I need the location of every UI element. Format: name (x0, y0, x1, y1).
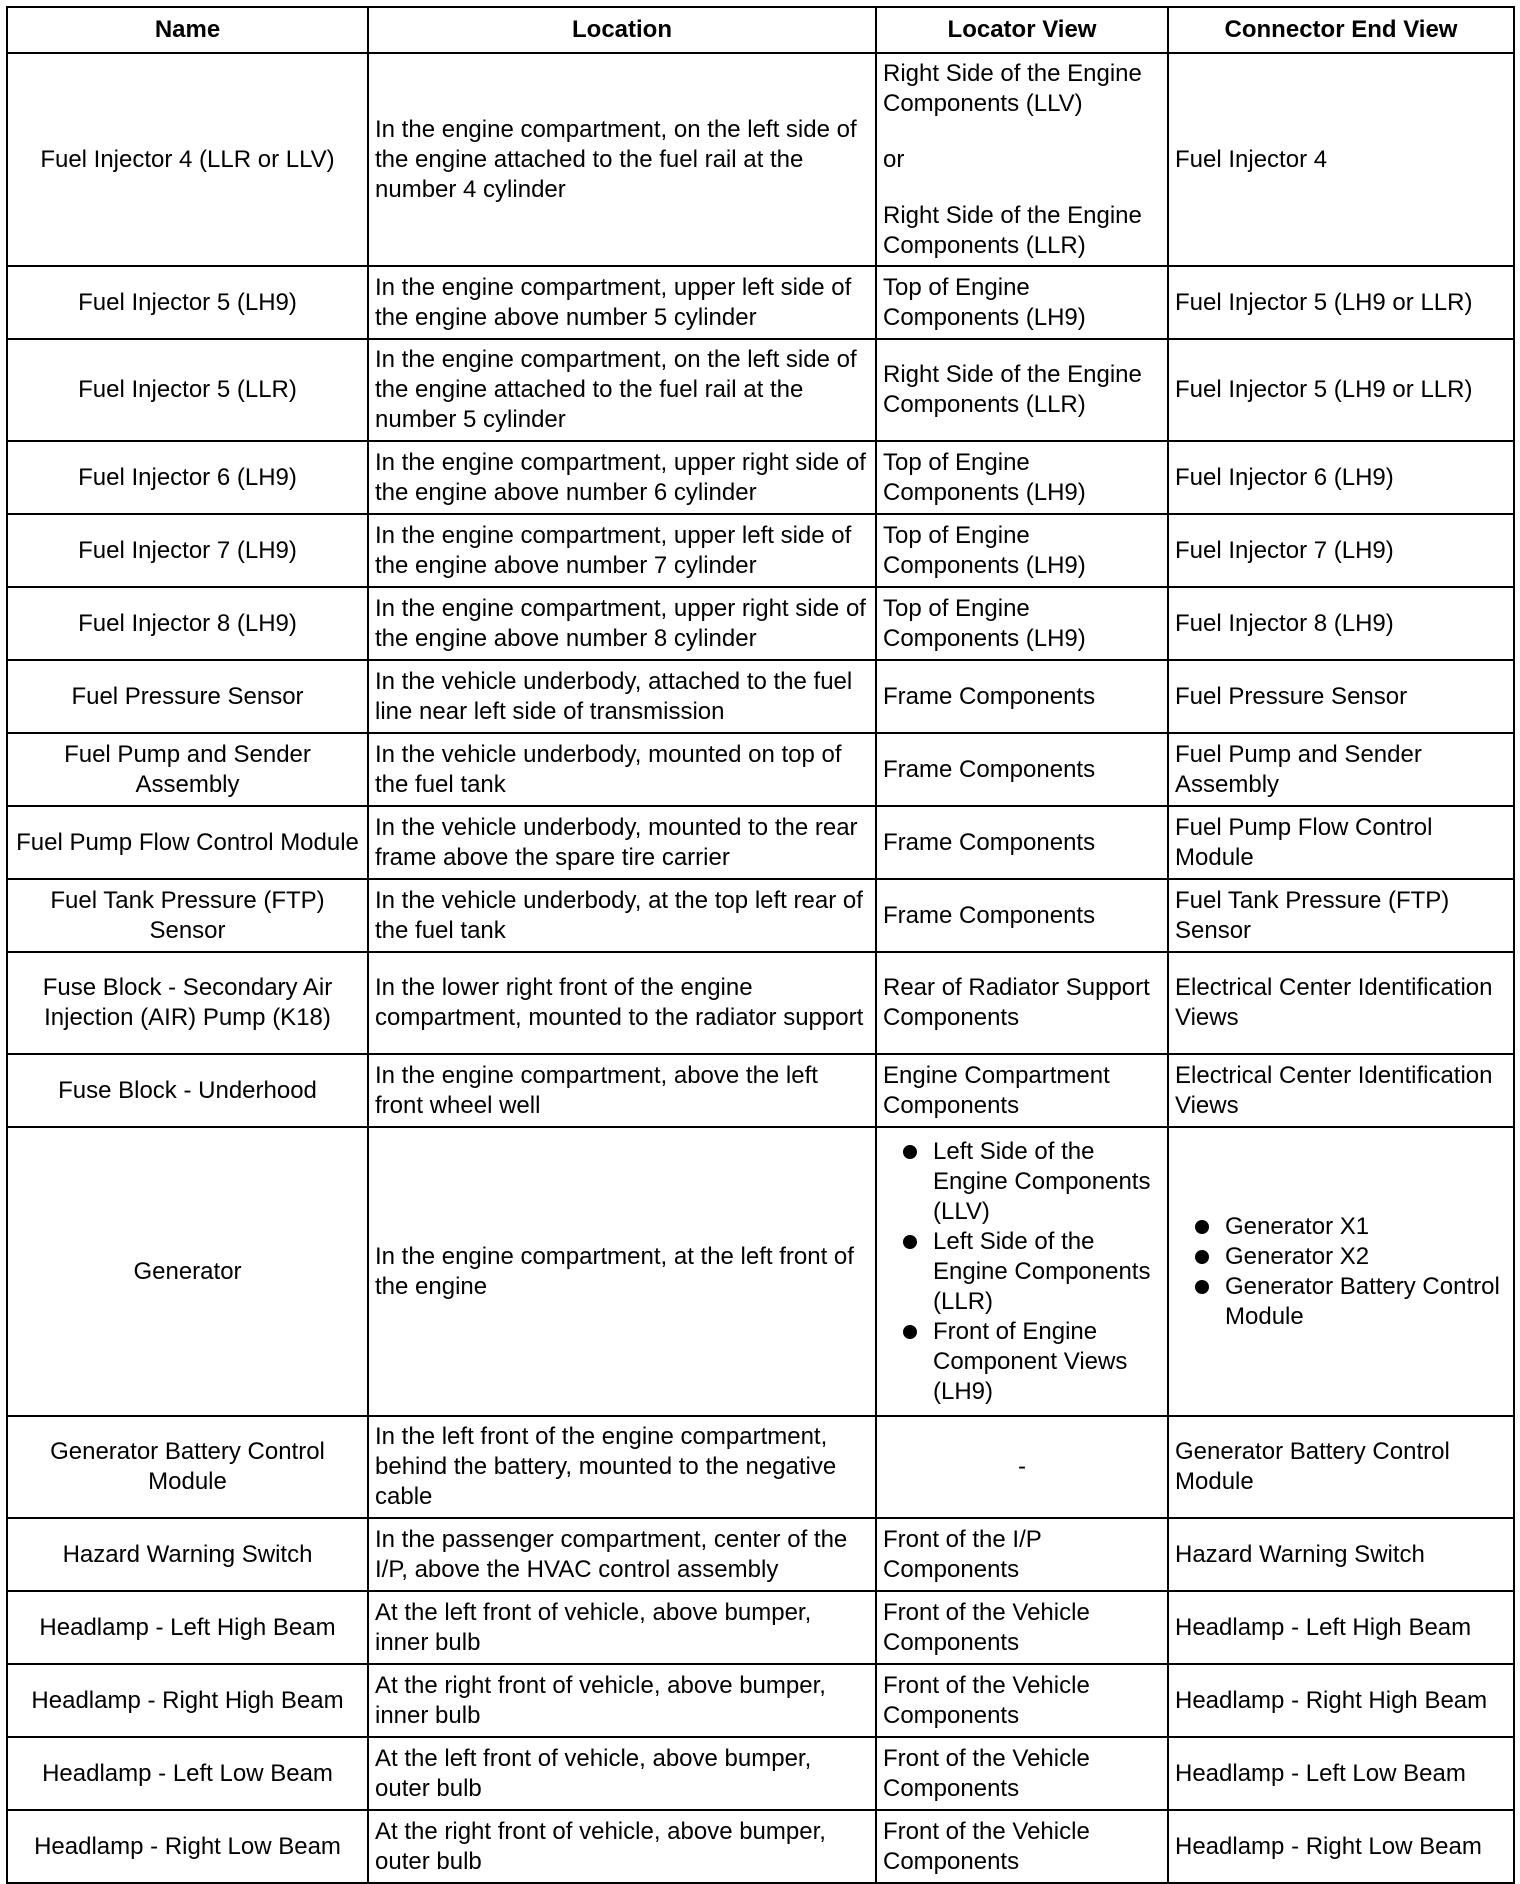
locator-view-cell: Top of Engine Components (LH9) (876, 587, 1168, 660)
connector-cell (1168, 1127, 1514, 1416)
table-row (7, 266, 1514, 339)
connector-cell: Electrical Center Identification Views (1168, 952, 1514, 1054)
connector-cell: Hazard Warning Switch (1168, 1518, 1514, 1591)
name-cell: Fuel Injector 5 (LLR) (7, 339, 368, 441)
connector-cell: Fuel Pressure Sensor (1168, 660, 1514, 733)
table-row (7, 733, 1514, 806)
locator-view-cell: Front of the Vehicle Components (876, 1664, 1168, 1737)
connector-cell: Headlamp - Right Low Beam (1168, 1810, 1514, 1883)
table-row (7, 587, 1514, 660)
location-cell: In the lower right front of the engine compartment, mounted to the radiator support (368, 952, 876, 1054)
location-cell: At the right front of vehicle, above bumper, inner bulb (368, 1664, 876, 1737)
list-item: Left Side of the Engine Components (LLR) (883, 1227, 1161, 1317)
connector-cell: Fuel Injector 8 (LH9) (1168, 587, 1514, 660)
location-cell: In the engine compartment, on the left side of the engine attached to the fuel rail at the number 5 cylinder (368, 339, 876, 441)
locator-view-cell: Frame Components (876, 806, 1168, 879)
locator-view-cell: Frame Components (876, 660, 1168, 733)
location-cell: In the engine compartment, upper right side of the engine above number 6 cylinder (368, 441, 876, 514)
table-row (7, 53, 1514, 266)
location-cell: In the left front of the engine compartment, behind the battery, mounted to the negative cable (368, 1416, 876, 1518)
list-item: Generator Battery Control Module (1175, 1272, 1507, 1332)
location-cell: At the right front of vehicle, above bumper, outer bulb (368, 1810, 876, 1883)
list-item: Left Side of the Engine Components (LLV) (883, 1137, 1161, 1227)
location-cell: In the engine compartment, upper left side of the engine above number 5 cylinder (368, 266, 876, 339)
table-row (7, 339, 1514, 441)
name-cell: Fuel Injector 6 (LH9) (7, 441, 368, 514)
name-cell: Fuse Block - Underhood (7, 1054, 368, 1127)
locator-view-cell: Front of the Vehicle Components (876, 1737, 1168, 1810)
name-cell: Fuel Tank Pressure (FTP) Sensor (7, 879, 368, 952)
connector-cell: Fuel Injector 5 (LH9 or LLR) (1168, 266, 1514, 339)
locator-view-cell: Top of Engine Components (LH9) (876, 514, 1168, 587)
connector-list (1175, 1212, 1507, 1332)
location-cell: In the vehicle underbody, at the top left rear of the fuel tank (368, 879, 876, 952)
name-cell: Headlamp - Right Low Beam (7, 1810, 368, 1883)
location-cell: At the left front of vehicle, above bumper, outer bulb (368, 1737, 876, 1810)
locator-view-cell: Frame Components (876, 733, 1168, 806)
location-cell: In the vehicle underbody, mounted to the rear frame above the spare tire carrier (368, 806, 876, 879)
name-cell: Fuel Pressure Sensor (7, 660, 368, 733)
header-locator-view: Locator View (876, 7, 1168, 53)
location-cell: In the engine compartment, upper right side of the engine above number 8 cylinder (368, 587, 876, 660)
location-cell: In the passenger compartment, center of the I/P, above the HVAC control assembly (368, 1518, 876, 1591)
table-row (7, 1416, 1514, 1518)
locator-view-cell: Top of Engine Components (LH9) (876, 441, 1168, 514)
table-row (7, 1054, 1514, 1127)
table-row (7, 1127, 1514, 1416)
connector-cell: Fuel Injector 6 (LH9) (1168, 441, 1514, 514)
locator-view-cell: Rear of Radiator Support Components (876, 952, 1168, 1054)
location-cell: In the engine compartment, on the left side of the engine attached to the fuel rail at the number 4 cylinder (368, 53, 876, 266)
locator-view-cell: - (876, 1416, 1168, 1518)
locator-view-cell: Front of the Vehicle Components (876, 1591, 1168, 1664)
connector-cell: Fuel Injector 5 (LH9 or LLR) (1168, 339, 1514, 441)
connector-cell: Headlamp - Right High Beam (1168, 1664, 1514, 1737)
table-row (7, 660, 1514, 733)
table-row (7, 441, 1514, 514)
header-row (7, 7, 1514, 53)
connector-cell: Fuel Tank Pressure (FTP) Sensor (1168, 879, 1514, 952)
name-cell: Fuel Pump and Sender Assembly (7, 733, 368, 806)
name-cell: Generator Battery Control Module (7, 1416, 368, 1518)
header-name: Name (7, 7, 368, 53)
name-cell: Fuel Injector 4 (LLR or LLV) (7, 53, 368, 266)
name-cell: Fuel Pump Flow Control Module (7, 806, 368, 879)
table-row (7, 879, 1514, 952)
locator-view-cell (876, 1127, 1168, 1416)
table-row (7, 1518, 1514, 1591)
name-cell: Hazard Warning Switch (7, 1518, 368, 1591)
name-cell: Fuel Injector 8 (LH9) (7, 587, 368, 660)
locator-view-list (883, 1137, 1161, 1407)
location-cell: In the vehicle underbody, attached to the fuel line near left side of transmission (368, 660, 876, 733)
table-row (7, 1664, 1514, 1737)
connector-cell: Fuel Injector 7 (LH9) (1168, 514, 1514, 587)
name-cell: Fuse Block - Secondary Air Injection (AIR) Pump (K18) (7, 952, 368, 1054)
connector-cell: Generator Battery Control Module (1168, 1416, 1514, 1518)
connector-cell: Electrical Center Identification Views (1168, 1054, 1514, 1127)
header-location: Location (368, 7, 876, 53)
header-connector-end-view: Connector End View (1168, 7, 1514, 53)
name-cell: Fuel Injector 7 (LH9) (7, 514, 368, 587)
location-cell: In the engine compartment, at the left front of the engine (368, 1127, 876, 1416)
name-cell: Fuel Injector 5 (LH9) (7, 266, 368, 339)
locator-view-cell: Right Side of the Engine Components (LLR) (876, 339, 1168, 441)
connector-cell: Headlamp - Left High Beam (1168, 1591, 1514, 1664)
connector-cell: Fuel Pump and Sender Assembly (1168, 733, 1514, 806)
name-cell: Headlamp - Left High Beam (7, 1591, 368, 1664)
table-row (7, 1737, 1514, 1810)
location-cell: In the vehicle underbody, mounted on top of the fuel tank (368, 733, 876, 806)
name-cell: Headlamp - Right High Beam (7, 1664, 368, 1737)
table-row (7, 1810, 1514, 1883)
locator-view-option: Right Side of the Engine Components (LLV) (883, 59, 1142, 117)
name-cell: Headlamp - Left Low Beam (7, 1737, 368, 1810)
list-item: Generator X2 (1175, 1242, 1507, 1272)
locator-view-cell: Engine Compartment Components (876, 1054, 1168, 1127)
connector-cell: Fuel Injector 4 (1168, 53, 1514, 266)
locator-view-cell: Front of the I/P Components (876, 1518, 1168, 1591)
location-cell: At the left front of vehicle, above bumper, inner bulb (368, 1591, 876, 1664)
list-item: Generator X1 (1175, 1212, 1507, 1242)
name-cell: Generator (7, 1127, 368, 1416)
table-row (7, 1591, 1514, 1664)
table-row (7, 806, 1514, 879)
component-locator-table (6, 6, 1515, 1884)
locator-view-cell: Frame Components (876, 879, 1168, 952)
locator-view-cell: Top of Engine Components (LH9) (876, 266, 1168, 339)
table-row (7, 952, 1514, 1054)
locator-view-or: or (883, 145, 905, 173)
location-cell: In the engine compartment, upper left side of the engine above number 7 cylinder (368, 514, 876, 587)
location-cell: In the engine compartment, above the left front wheel well (368, 1054, 876, 1127)
locator-view-cell (876, 53, 1168, 266)
list-item: Front of Engine Component Views (LH9) (883, 1317, 1161, 1407)
connector-cell: Fuel Pump Flow Control Module (1168, 806, 1514, 879)
locator-view-cell: Front of the Vehicle Components (876, 1810, 1168, 1883)
connector-cell: Headlamp - Left Low Beam (1168, 1737, 1514, 1810)
table-row (7, 514, 1514, 587)
locator-view-option: Right Side of the Engine Components (LLR) (883, 201, 1142, 259)
